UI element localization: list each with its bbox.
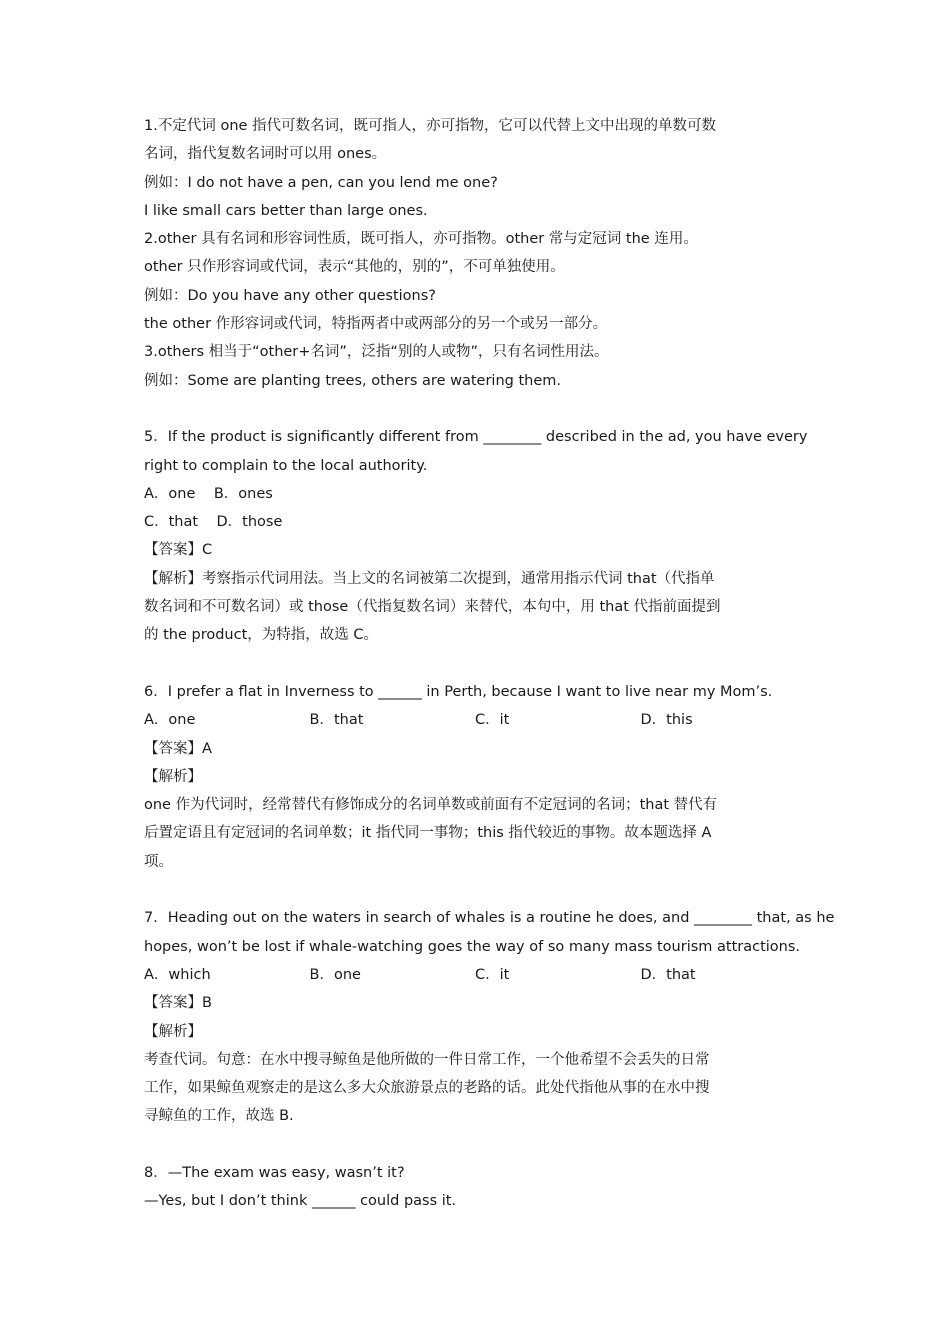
- option-c: C．it: [475, 712, 510, 729]
- question-stem: 5．If the product is significantly different from ________ described in the ad, you have every: [144, 429, 808, 446]
- note-line: 2.other 具有名词和形容词性质，既可指人，亦可指物。other 常与定冠词 the 连用。: [144, 231, 698, 248]
- analysis-line: 寻鲸鱼的工作，故选 B.: [144, 1108, 294, 1125]
- analysis-line: 项。: [144, 853, 173, 870]
- analysis-line: 【解析】考察指示代词用法。当上文的名词被第二次提到，通常用指示代词 that（代指单: [144, 570, 715, 587]
- question-stem: right to complain to the local authority.: [144, 457, 428, 474]
- document-page: [144, 112, 835, 1216]
- grammar-notes: [144, 112, 806, 395]
- question-stem: 7．Heading out on the waters in search of whales is a routine he does, and ________ that, as he: [144, 910, 835, 927]
- question-stem: 6．I prefer a flat in Inverness to ______ in Perth, because I want to live near my Mom’s.: [144, 683, 773, 700]
- note-line: the other 作形容词或代词，特指两者中或两部分的另一个或另一部分。: [144, 316, 608, 333]
- option-a: A．which: [144, 966, 211, 983]
- spacer: [144, 876, 806, 904]
- analysis-line: 的 the product，为特指，故选 C。: [144, 627, 379, 644]
- note-line: other 只作形容词或代词，表示“其他的，别的”，不可单独使用。: [144, 259, 565, 276]
- note-line: 例如：Some are planting trees, others are watering them.: [144, 372, 561, 389]
- option-b: B．that: [309, 712, 364, 729]
- spacer: [144, 650, 806, 678]
- note-line: I like small cars better than large ones.: [144, 202, 428, 219]
- analysis-line: 工作，如果鲸鱼观察走的是这么多大众旅游景点的老路的话。此处代指他从事的在水中搜: [144, 1080, 710, 1097]
- question-7: [144, 904, 835, 1130]
- answer-line: 【答案】C: [144, 542, 213, 559]
- note-line: 1.不定代词 one 指代可数名词，既可指人，亦可指物，它可以代替上文中出现的单数可数: [144, 118, 717, 134]
- options-line: C．that D．those: [144, 514, 283, 531]
- question-stem: —Yes, but I don’t think ______ could pass it．: [144, 1193, 466, 1210]
- analysis-line: 考查代词。句意：在水中搜寻鲸鱼是他所做的一件日常工作，一个他希望不会丢失的日常: [144, 1051, 710, 1068]
- options-row: [144, 706, 806, 734]
- spacer: [144, 1131, 806, 1159]
- answer-line: 【答案】A: [144, 740, 212, 757]
- note-line: 例如：I do not have a pen, can you lend me one?: [144, 174, 498, 191]
- answer-line: 【答案】B: [144, 995, 212, 1012]
- analysis-label: 【解析】: [144, 768, 202, 785]
- question-stem: hopes, won’t be lost if whale-watching goes the way of so many mass tourism attractions.: [144, 938, 801, 955]
- question-6: [144, 678, 806, 876]
- analysis-line: 数名词和不可数名词）或 those（代指复数名词）来替代，本句中，用 that 代指前面提到: [144, 599, 721, 616]
- question-5: [144, 423, 806, 649]
- option-d: D．that: [640, 966, 696, 983]
- option-b: B．one: [309, 966, 361, 983]
- question-stem: 8．—The exam was easy, wasn’t it?: [144, 1164, 405, 1181]
- note-line: 名词，指代复数名词时可以用 ones。: [144, 146, 387, 163]
- option-c: C．it: [475, 966, 510, 983]
- option-d: D．this: [640, 712, 693, 729]
- analysis-label: 【解析】: [144, 1023, 202, 1040]
- spacer: [144, 395, 806, 423]
- question-8: [144, 1159, 806, 1216]
- option-a: A．one: [144, 712, 196, 729]
- options-line: A．one B．ones: [144, 485, 273, 502]
- note-line: 例如：Do you have any other questions?: [144, 287, 436, 304]
- note-line: 3.others 相当于“other+名词”，泛指“别的人或物”，只有名词性用法。: [144, 344, 609, 361]
- analysis-line: 后置定语且有定冠词的名词单数；it 指代同一事物；this 指代较近的事物。故本题选择 A: [144, 825, 712, 842]
- options-row: [144, 961, 806, 989]
- analysis-line: one 作为代词时，经常替代有修饰成分的名词单数或前面有不定冠词的名词；that 替代有: [144, 797, 718, 814]
